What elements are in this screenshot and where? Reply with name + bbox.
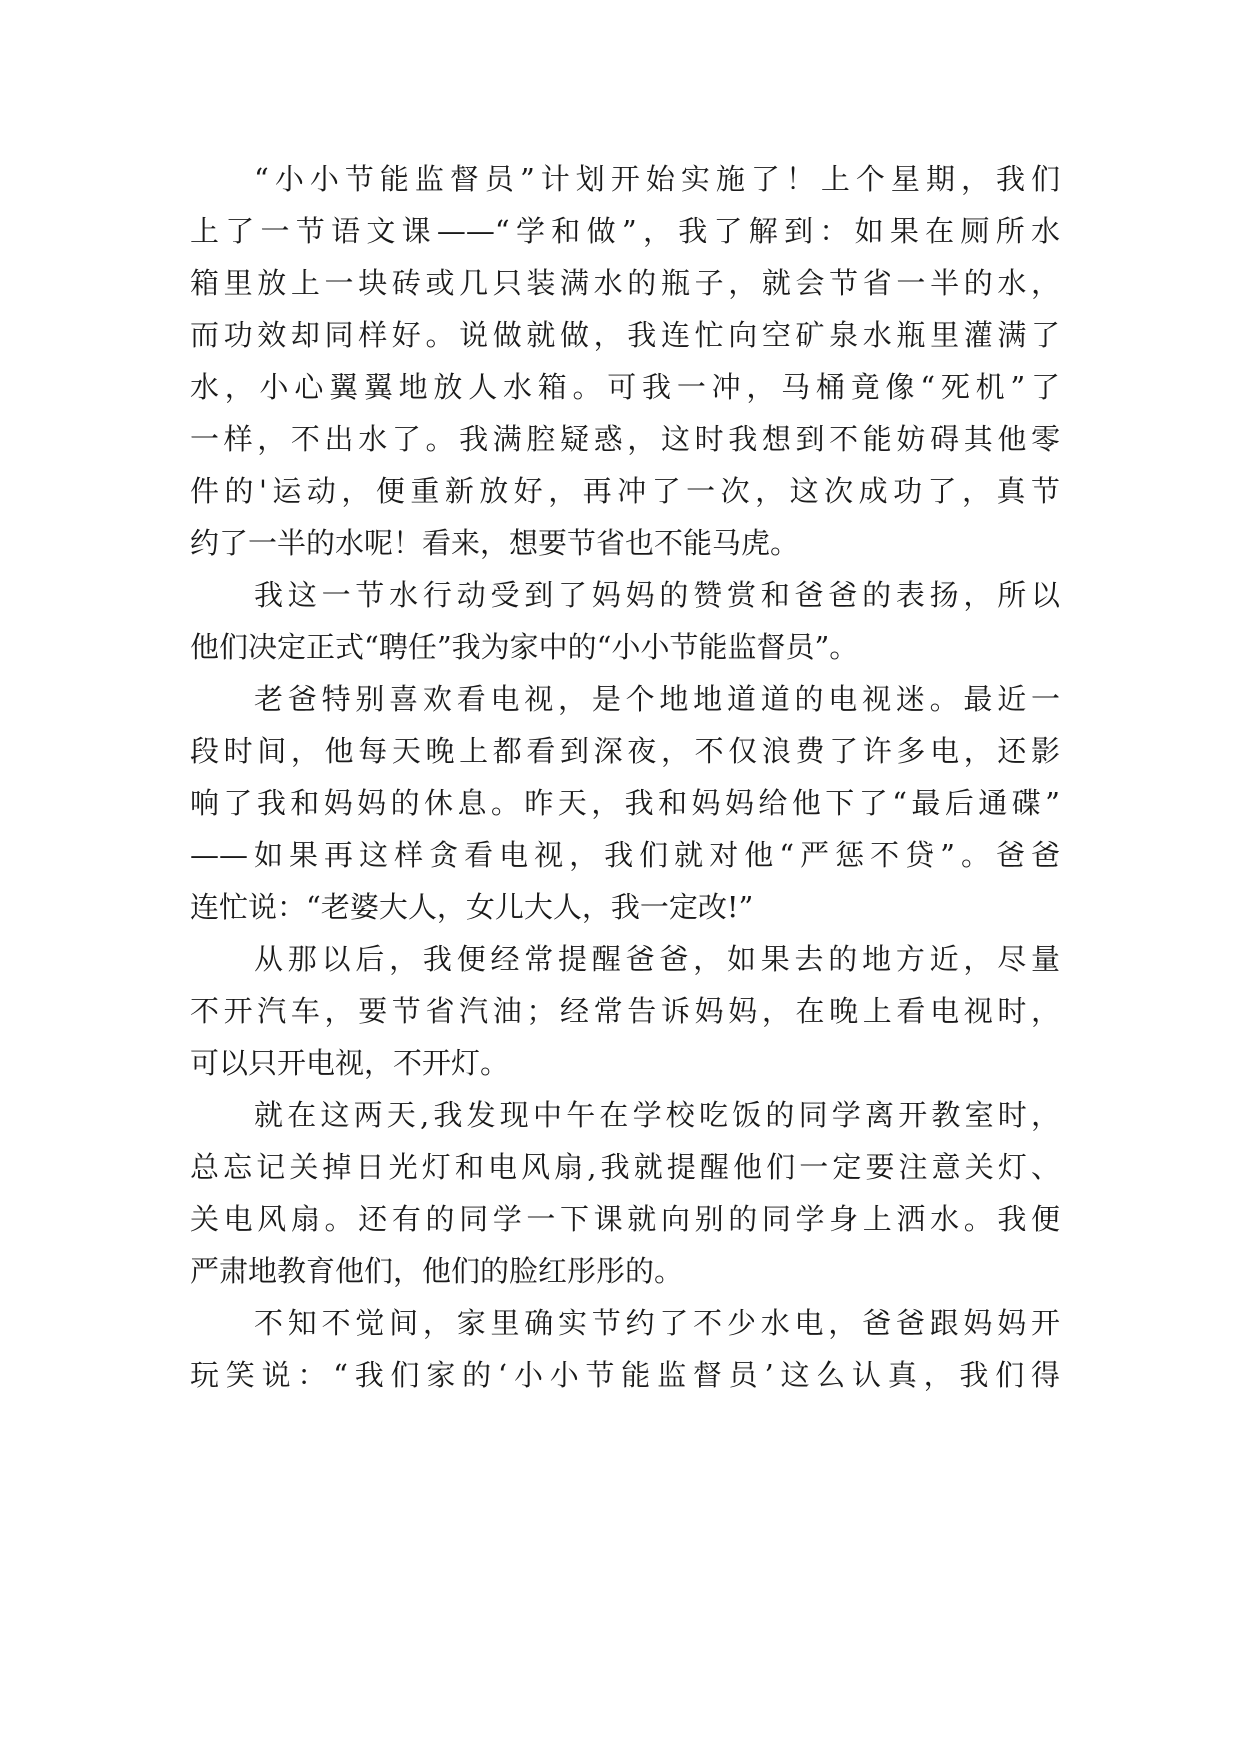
paragraph-1-line-4: 而功效却同样好。说做就做，我连忙向空矿泉水瓶里灌满了 [190, 318, 1060, 352]
paragraph-2-line-2: 他们决定正式“聘任”我为家中的“小小节能监督员”。 [190, 630, 859, 664]
document-page [190, 157, 1060, 1717]
paragraph-1-line-6: 一样，不出水了。我满腔疑惑，这时我想到不能妨碍其他零 [190, 422, 1060, 456]
paragraph-1-line-3: 箱里放上一块砖或几只装满水的瓶子，就会节省一半的水， [190, 266, 1060, 300]
paragraph-5-line-4: 严肃地教育他们，他们的脸红彤彤的。 [190, 1254, 684, 1288]
paragraph-4-line-1: 从那以后，我便经常提醒爸爸，如果去的地方近，尽量 [254, 942, 1060, 976]
paragraph-6-line-1: 不知不觉间，家里确实节约了不少水电，爸爸跟妈妈开 [254, 1306, 1060, 1340]
paragraph-5-line-1: 就在这两天,我发现中午在学校吃饭的同学离开教室时， [254, 1098, 1060, 1132]
paragraph-6-line-2: 玩笑说：“我们家的‘小小节能监督员’这么认真，我们得 [190, 1358, 1060, 1392]
paragraph-3-line-4: ——如果再这样贪看电视，我们就对他“严惩不贷”。爸爸 [190, 838, 1060, 872]
paragraph-3-line-2: 段时间，他每天晚上都看到深夜，不仅浪费了许多电，还影 [190, 734, 1060, 768]
paragraph-1-line-7: 件的'运动，便重新放好，再冲了一次，这次成功了，真节 [190, 474, 1060, 508]
paragraph-3-line-5: 连忙说：“老婆大人，女儿大人，我一定改!” [190, 890, 754, 924]
paragraph-3-line-1: 老爸特别喜欢看电视，是个地地道道的电视迷。最近一 [254, 682, 1060, 716]
paragraph-4-line-2: 不开汽车，要节省汽油；经常告诉妈妈，在晚上看电视时， [190, 994, 1060, 1028]
paragraph-1-line-5: 水，小心翼翼地放人水箱。可我一冲，马桶竟像“死机”了 [190, 370, 1060, 404]
paragraph-1-line-8: 约了一半的水呢！看来，想要节省也不能马虎。 [190, 526, 800, 560]
paragraph-5-line-3: 关电风扇。还有的同学一下课就向别的同学身上洒水。我便 [190, 1202, 1060, 1236]
paragraph-1-line-2: 上了一节语文课——“学和做”，我了解到：如果在厕所水 [190, 214, 1060, 248]
paragraph-4-line-3: 可以只开电视，不开灯。 [190, 1046, 510, 1080]
paragraph-1-line-1: “小小节能监督员”计划开始实施了！上个星期，我们 [254, 162, 1060, 196]
paragraph-3-line-3: 响了我和妈妈的休息。昨天，我和妈妈给他下了“最后通碟” [190, 786, 1060, 820]
paragraph-5-line-2: 总忘记关掉日光灯和电风扇,我就提醒他们一定要注意关灯、 [190, 1150, 1060, 1184]
paragraph-2-line-1: 我这一节水行动受到了妈妈的赞赏和爸爸的表扬，所以 [254, 578, 1060, 612]
